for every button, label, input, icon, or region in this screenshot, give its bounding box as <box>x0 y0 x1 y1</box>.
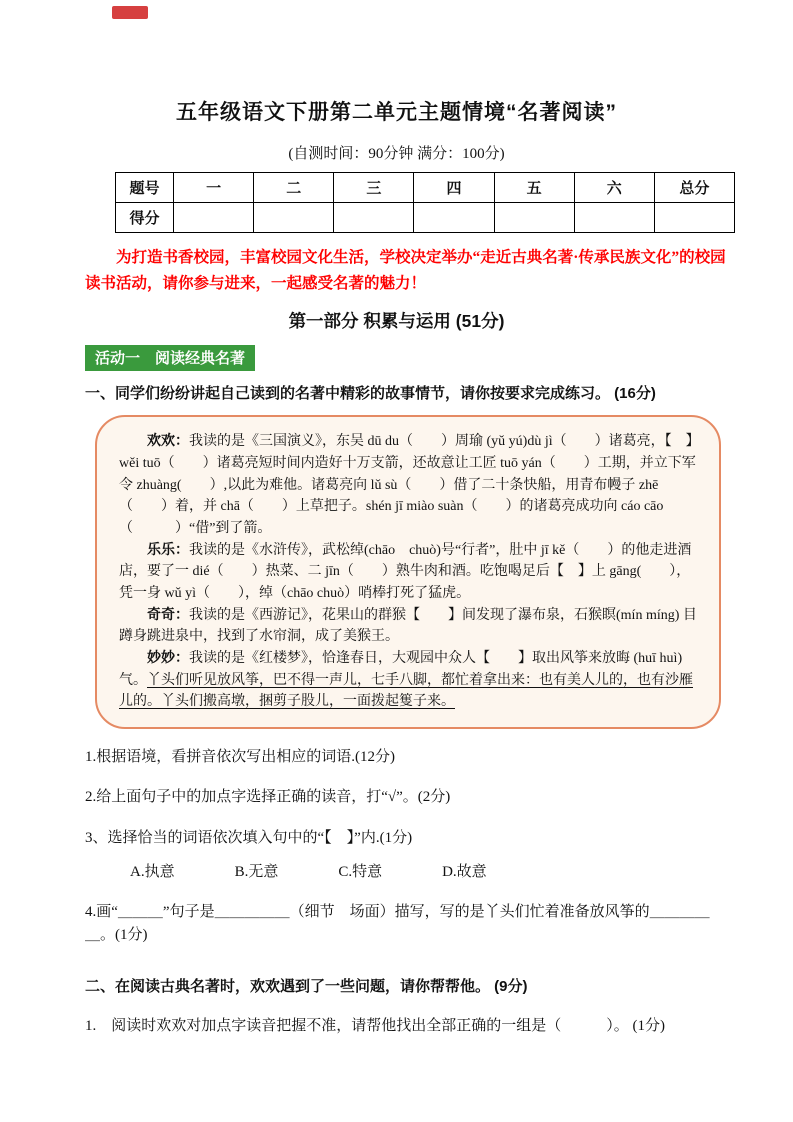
score-blank-cell <box>654 203 734 233</box>
bubble-paragraph-lele <box>119 540 697 605</box>
activity-badge: 活动一 阅读经典名著 <box>85 345 255 371</box>
paragraph-text: 我读的是《西游记》，花果山的群猴【 】间发现了瀑布泉，石猴瞑(mín míng) 目蹲身跳进泉中，找到了水帘洞，成了美猴王。 <box>119 607 697 645</box>
question-3: 3、选择恰当的词语依次填入句中的“【 】”内.(1分) <box>85 829 413 846</box>
score-table-cell: 二 <box>254 173 334 203</box>
score-table-header-row <box>116 173 735 203</box>
score-table <box>115 172 735 233</box>
score-table-cell: 三 <box>334 173 414 203</box>
notice-text: 为打造书香校园，丰富校园文化生活，学校决定举办“走近古典名著·传承民族文化”的校园读书活动，请你参与进来，一起感受名著的魅力！ <box>85 249 726 293</box>
score-blank-cell <box>334 203 414 233</box>
score-table-cell: 六 <box>574 173 654 203</box>
question-2: 2.给上面句子中的加点字选择正确的读音，打“√”。(2分) <box>85 789 451 806</box>
score-blank-cell <box>254 203 334 233</box>
part1-heading: 第一部分 积累与运用 (51分) <box>288 310 505 331</box>
score-blank-cell <box>494 203 574 233</box>
score-table-cell: 五 <box>494 173 574 203</box>
page-title: 五年级语文下册第二单元主题情境“名著阅读” <box>176 101 617 124</box>
question1-stem: 一、同学们纷纷讲起自己读到的名著中精彩的故事情节，请你按要求完成练习。 (16分) <box>85 384 656 402</box>
speaker-name: 欢欢： <box>147 434 189 450</box>
score-table-cell: 四 <box>414 173 494 203</box>
speaker-name: 妙妙： <box>147 651 189 667</box>
part2-question-1: 1. 阅读时欢欢对加点字读音把握不准，请帮他找出全部正确的一组是（ ）。 (1分) <box>85 1018 665 1035</box>
score-table-cell: 总分 <box>654 173 734 203</box>
question-1: 1.根据语境，看拼音依次写出相应的词语.(12分) <box>85 749 395 766</box>
paragraph-text: 我读的是《三国演义》，东吴 dū du（ ）周瑜 (yǔ yú)dù jì（ ）诸葛亮，【 】wěi tuō（ ）诸葛亮短时间内造好十万支箭，还故意让工匠 tuō yán（ ）工期，并立下军令 zhuàng( ）,以此为难他。诸葛亮向 lǔ sù（ ）借了二十条快船，用青布幔子 zhē（ ）着，并 chā（ ）上草把子。shén jī miào suàn（ ）的诸葛亮成功向 cáo cāo（ ）“借”到了箭。 <box>119 434 696 536</box>
score-table-cell: 一 <box>174 173 254 203</box>
score-blank-cell <box>414 203 494 233</box>
question-4: 4.画“＿＿＿”句子是＿＿＿＿＿（细节 场面）描写，写的是丫头们忙着准备放风筝的＿＿＿＿＿。(1分) <box>85 904 710 944</box>
speaker-name: 乐乐： <box>147 542 189 558</box>
paragraph-text: 我读的是《红楼梦》，恰逢春日，大观园中众人【 】取出风筝来放晦 (huī huì) 气。 <box>119 651 683 688</box>
corner-stamp-icon <box>112 6 148 19</box>
part2-heading: 二、在阅读古典名著时，欢欢遇到了一些问题，请你帮帮他。 (9分) <box>85 977 528 995</box>
score-blank-cell <box>574 203 654 233</box>
story-bubble <box>95 415 721 729</box>
question-3-options: A.执意 B.无意 C.特意 D.故意 <box>130 863 487 880</box>
score-table-score-row <box>116 203 735 233</box>
paragraph-text: 我读的是《水浒传》，武松绰(chāo chuò)号“行者”，肚中 jī kě（ ）的他走进酒店，要了一 dié（ ）热菜、二 jīn（ ）熟牛肉和酒。吃饱喝足后【 】上 gāng( ），凭一身 wǔ yì（ ），绰（chāo chuò）哨棒打死了猛虎。 <box>119 542 692 601</box>
speaker-name: 奇奇： <box>147 607 189 623</box>
underlined-sentence: 丫头们听见放风筝，巴不得一声儿，七手八脚，都忙着拿出来：也有美人儿的，也有沙雁儿的。丫头们搬高墩，捆剪子股儿，一面拨起篗子来。 <box>119 672 693 710</box>
bubble-paragraph-qiqi <box>119 605 697 648</box>
activity-badge-row <box>0 333 793 371</box>
score-table-cell-label: 题号 <box>116 173 174 203</box>
bubble-paragraph-miaomiao <box>119 648 697 713</box>
exam-info: (自测时间：90分钟 满分：100分) <box>288 146 505 162</box>
score-blank-cell <box>174 203 254 233</box>
score-table-cell-label: 得分 <box>116 203 174 233</box>
bubble-paragraph-huanhuan <box>119 431 697 539</box>
